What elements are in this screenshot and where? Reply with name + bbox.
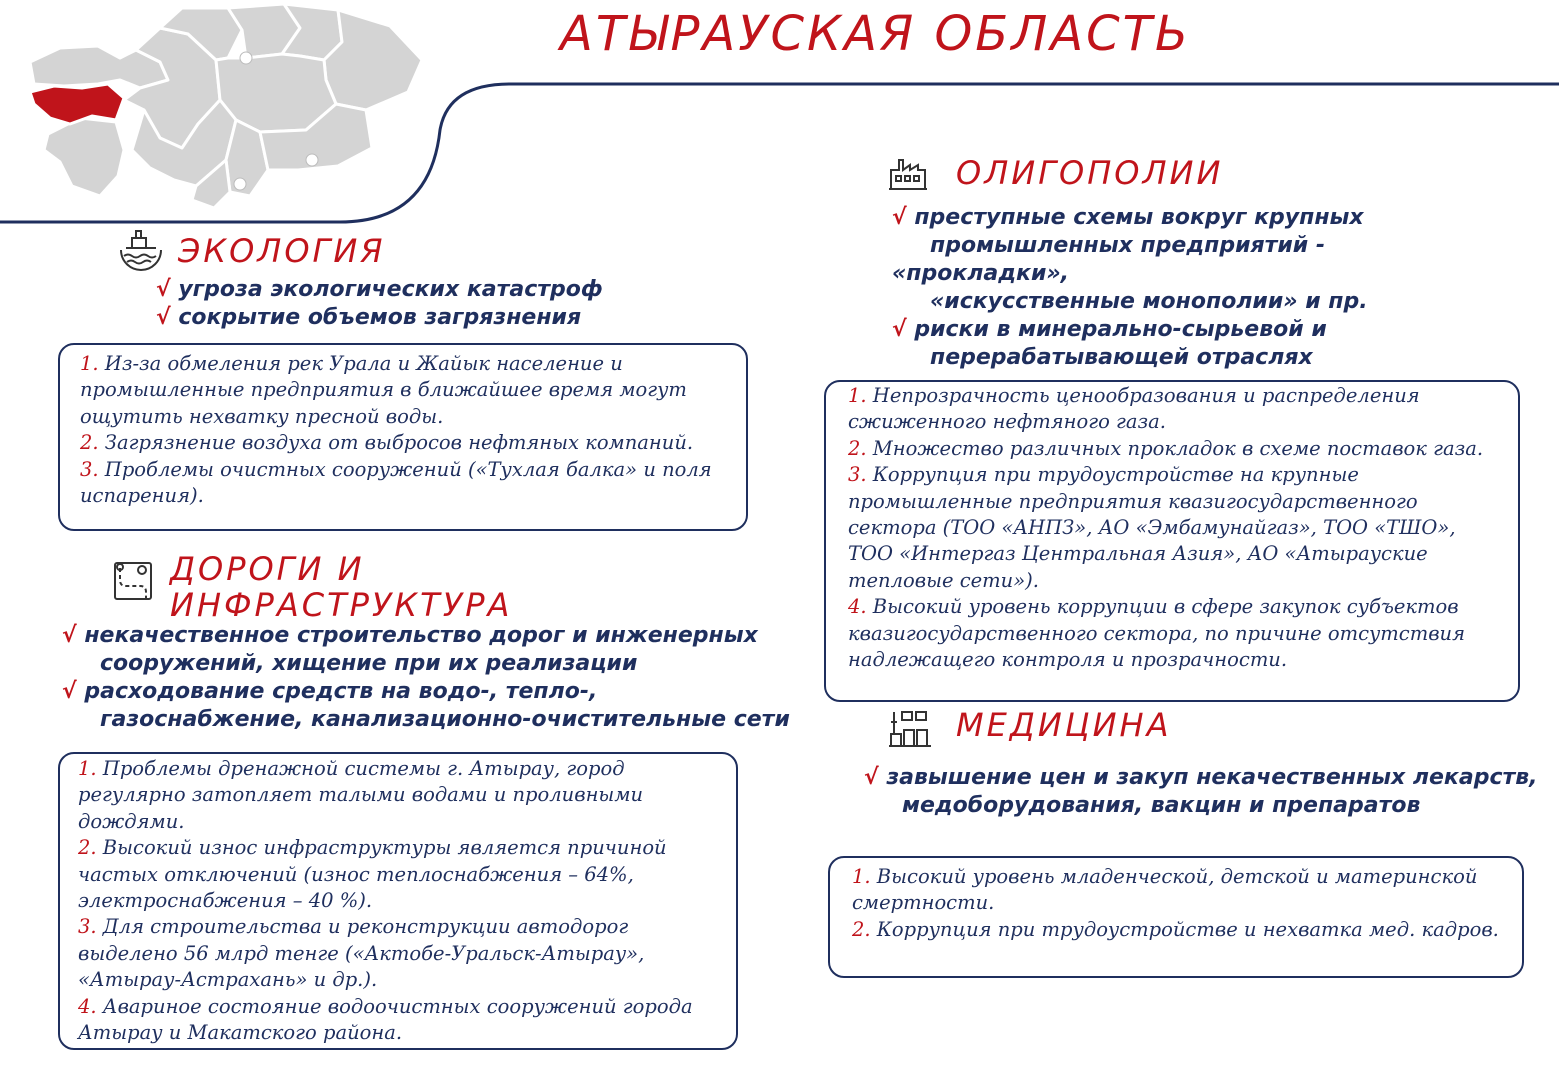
medicine-vials-icon xyxy=(888,708,932,748)
checkmark-icon: √ xyxy=(62,623,85,648)
map-region-east-kz xyxy=(324,10,422,110)
kazakhstan-map xyxy=(20,0,440,215)
list-item: 3. Проблемы очистных сооружений («Тухлая балка» и поля испарения). xyxy=(80,457,712,508)
checkmark-icon: √ xyxy=(156,277,179,302)
checkmark-icon: √ xyxy=(892,205,915,230)
list-item: 2. Множество различных прокладок в схеме поставок газа. xyxy=(848,436,1484,460)
checkmark-icon: √ xyxy=(156,305,179,330)
medicine-details-box xyxy=(828,856,1524,978)
list-item: 3. Для строительства и реконструкции автодорог выделено 56 млрд тенге («Актобе-Уральск-Атырау», «Атырау-Астрахань» и др.). xyxy=(78,915,645,992)
oligopoly-bullet-cont: промышленных предприятий - xyxy=(930,233,1325,258)
list-item: 3. Коррупция при трудоустройстве на крупные промышленные предприятия квазигосударственного сектора (ТОО «АНПЗ», АО «Эмбамунайгаз», ТОО «ТШО», ТОО «Интергаз Центральная Азия», АО «Атырауские тепловые сети»). xyxy=(848,463,1456,592)
oligopoly-bullet-cont: перерабатывающей отраслях xyxy=(930,345,1313,370)
list-item: 1. Непрозрачность ценообразования и распределения сжиженного нефтяного газа. xyxy=(848,384,1420,434)
oligopoly-bullet: √ риски в минерально-сырьевой и xyxy=(892,317,1327,342)
list-item: 4. Авариное состояние водоочистных сооружений города Атырау и Макатского района. xyxy=(78,994,693,1045)
checkmark-icon: √ xyxy=(62,679,85,704)
ecology-title: ЭКОЛОГИЯ xyxy=(178,232,386,270)
page-title: АТЫРАУСКАЯ ОБЛАСТЬ xyxy=(560,6,1191,62)
map-region-atyrau xyxy=(30,84,124,124)
oligopoly-title: ОЛИГОПОЛИИ xyxy=(956,154,1224,192)
ecology-details-box xyxy=(58,343,748,531)
roads-bullet-cont: сооружений, хищение при их реализации xyxy=(100,651,638,676)
road-route-icon xyxy=(112,560,154,602)
list-item: 1. Проблемы дренажной системы г. Атырау, город регулярно затопляет талыми водами и проливными дождями. xyxy=(78,757,644,833)
oligopoly-bullet: √ преступные схемы вокруг крупных xyxy=(892,205,1364,230)
oligopoly-bullet-cont: «искусственные монополии» и пр. xyxy=(930,289,1368,314)
medicine-bullets xyxy=(864,764,1538,820)
checkmark-icon: √ xyxy=(864,765,887,790)
list-item: 1. Высокий уровень младенческой, детской и материнской смертности. xyxy=(852,865,1478,915)
oligopoly-bullets xyxy=(892,204,1368,372)
ecology-bullet: √ сокрытие объемов загрязнения xyxy=(156,305,582,330)
sea-pollution-icon xyxy=(118,228,164,272)
roads-details-box xyxy=(58,752,738,1050)
roads-bullet: √ некачественное строительство дорог и инженерных xyxy=(62,623,758,648)
ecology-bullet: √ угроза экологических катастроф xyxy=(156,277,603,302)
list-item: 2. Коррупция при трудоустройстве и нехватка мед. кадров. xyxy=(852,917,1499,941)
medicine-bullet-cont: медоборудования, вакцин и препаратов xyxy=(902,793,1421,818)
oligopoly-bullet-cont: «прокладки», xyxy=(892,261,1070,286)
factory-icon xyxy=(888,156,928,192)
roads-bullet-cont: газоснабжение, канализационно-очистительные сети xyxy=(100,707,790,732)
list-item: 1. Из-за обмеления рек Урала и Жайык население и промышленные предприятия в ближайшее время могут ощутить нехватку пресной воды. xyxy=(80,352,687,428)
medicine-title: МЕДИЦИНА xyxy=(956,706,1172,744)
list-item: 2. Высокий износ инфраструктуры является причиной частых отключений (износ теплоснабжения – 64%, электроснабжения – 40 %). xyxy=(78,836,667,913)
medicine-bullet: √ завышение цен и закуп некачественных лекарств, xyxy=(864,765,1538,790)
roads-title-line1: ДОРОГИ И xyxy=(170,550,365,588)
list-item: 2. Загрязнение воздуха от выбросов нефтяных компаний. xyxy=(80,431,694,455)
roads-bullets xyxy=(62,622,790,734)
ecology-bullets xyxy=(156,276,603,332)
roads-title-line2: ИНФРАСТРУКТУРА xyxy=(170,586,513,624)
map-region-mangystau xyxy=(44,118,124,196)
checkmark-icon: √ xyxy=(892,317,915,342)
oligopoly-details-box xyxy=(824,380,1520,702)
roads-bullet: √ расходование средств на водо-, тепло-, xyxy=(62,679,598,704)
list-item: 4. Высокий уровень коррупции в сфере закупок субъектов квазигосударственного сектора, по причине отсутствия надлежащего контроля и прозрачности. xyxy=(848,595,1466,672)
